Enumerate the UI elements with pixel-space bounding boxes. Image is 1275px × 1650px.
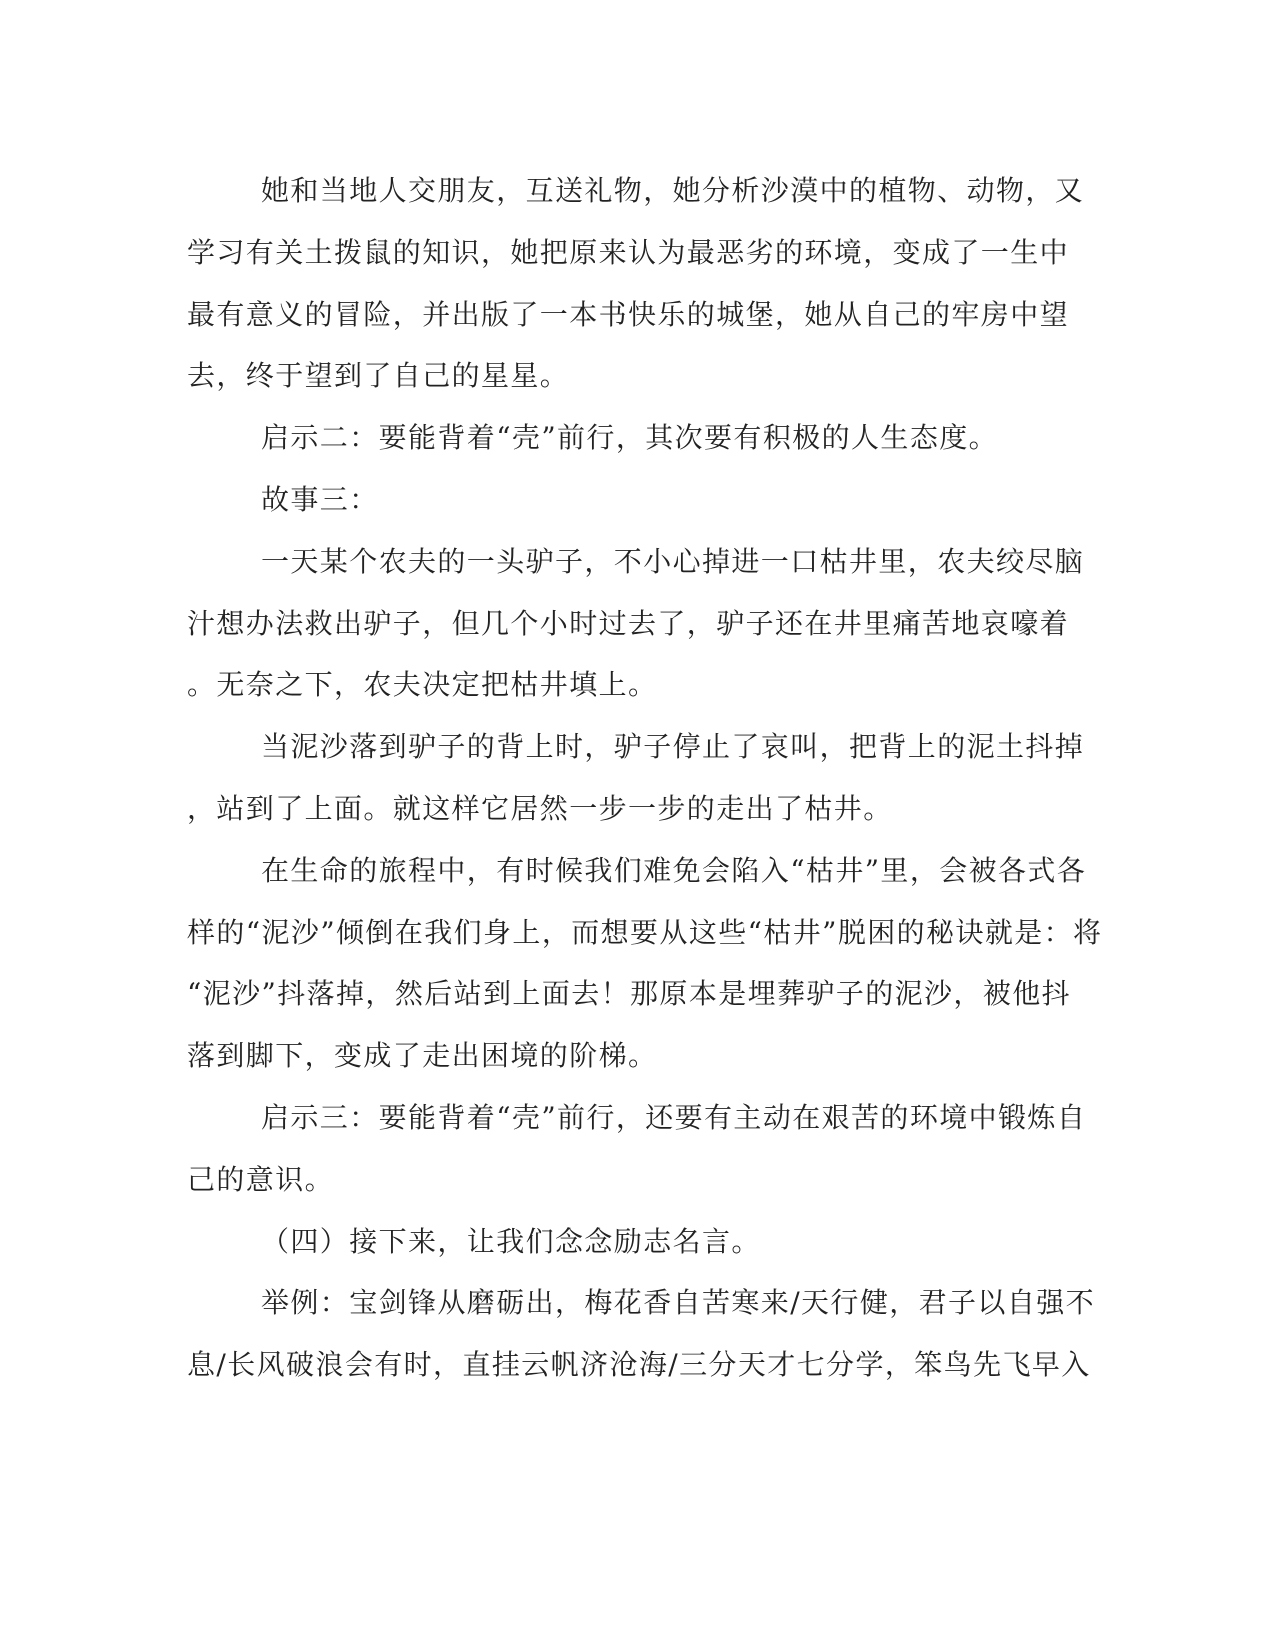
insight-three-line: 启示三：要能背着“壳”前行，还要有主动在艰苦的环境中锻炼自 — [261, 1100, 1087, 1134]
text-line: 落到脚下，变成了走出困境的阶梯。 — [187, 1039, 658, 1073]
text-line: 己的意识。 — [187, 1162, 335, 1196]
example-line: 举例：宝剑锋从磨砺出，梅花香自苦寒来/天行健，君子以自强不 — [261, 1286, 1096, 1320]
story-three-heading: 故事三： — [261, 482, 379, 516]
text-line: 当泥沙落到驴子的背上时，驴子停止了哀叫，把背上的泥土抖掉 — [261, 730, 1085, 764]
text-line: 她和当地人交朋友，互送礼物，她分析沙漠中的植物、动物，又 — [261, 174, 1085, 207]
text-line: 息/长风破浪会有时，直挂云帆济沧海/三分天才七分学，笨鸟先飞早入 — [187, 1348, 1091, 1382]
text-line: 去，终于望到了自己的星星。 — [187, 359, 570, 393]
text-line: 学习有关土拨鼠的知识，她把原来认为最恶劣的环境，变成了一生中 — [187, 235, 1070, 269]
text-line: 在生命的旅程中，有时候我们难免会陷入“枯井”里，会被各式各 — [261, 853, 1087, 887]
insight-two-line: 启示二：要能背着“壳”前行，其次要有积极的人生态度。 — [261, 421, 999, 455]
text-line: 最有意义的冒险，并出版了一本书快乐的城堡，她从自己的牢房中望 — [187, 297, 1070, 331]
text-line: “泥沙”抖落掉，然后站到上面去！那原本是埋葬驴子的泥沙，被他抖 — [187, 977, 1072, 1011]
text-line: 一天某个农夫的一头驴子，不小心掉进一口枯井里，农夫绞尽脑 — [261, 544, 1085, 578]
text-line: 。无奈之下，农夫决定把枯井填上。 — [187, 668, 658, 702]
section-four-line: （四）接下来，让我们念念励志名言。 — [261, 1224, 761, 1258]
text-line: 汁想办法救出驴子，但几个小时过去了，驴子还在井里痛苦地哀嚎着 — [187, 606, 1070, 640]
text-line: ，站到了上面。就这样它居然一步一步的走出了枯井。 — [187, 791, 893, 825]
body-text — [187, 160, 1103, 1396]
text-line: 样的“泥沙”倾倒在我们身上，而想要从这些“枯井”脱困的秘诀就是：将 — [187, 915, 1103, 949]
